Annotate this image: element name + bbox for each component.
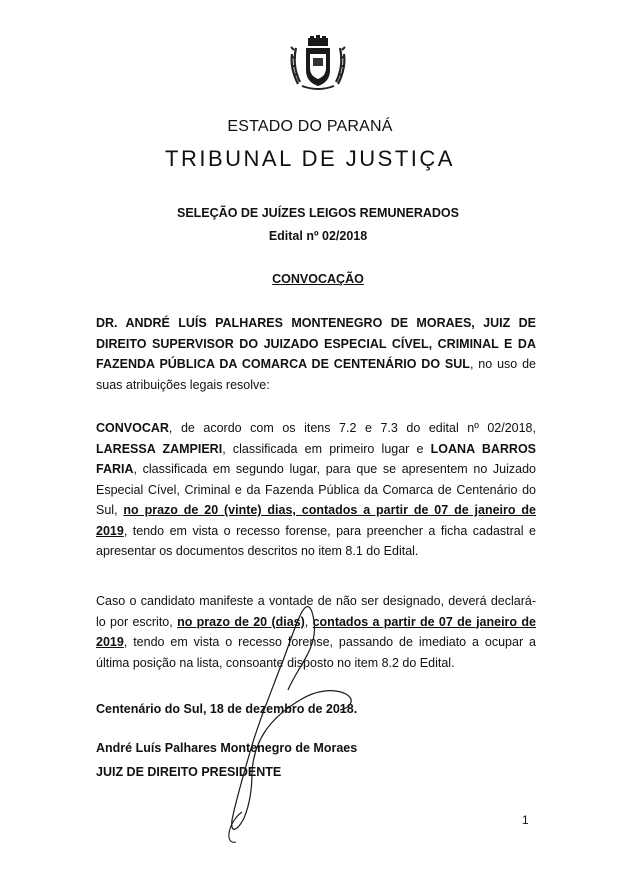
paragraph-text: , tendo em vista o recesso forense, passando de imediato a ocupar a última posição na lista, consoante disposto no item 8.2 do Edital. (96, 635, 536, 670)
candidate-name-1: LARESSA ZAMPIERI (96, 441, 223, 456)
selection-title: SELEÇÃO DE JUÍZES LEIGOS REMUNERADOS (177, 206, 459, 220)
signer-role: JUIZ DE DIREITO PRESIDENTE (96, 765, 282, 779)
deadline-text: no prazo de 20 (vinte) dias, contados a partir de 07 de janeiro de 2019 (96, 503, 536, 538)
paragraph-text: , classificada em segundo lugar, para que se apresentem no Juizado Especial Cível, Criminal e da Fazenda Pública da Comarca de Centenário do Sul, (96, 462, 536, 517)
paragraph-text: , tendo em vista o recesso forense, para preencher a ficha cadastral e apresentar os documentos descritos no item 8.1 do Edital. (96, 523, 536, 558)
paragraph-text: , (304, 614, 313, 629)
court-name: TRIBUNAL DE JUSTIÇA (165, 146, 455, 171)
edital-number: Edital nº 02/2018 (268, 229, 368, 243)
candidate-name-2: LOANA BARROS FARIA (96, 441, 537, 476)
convocar-keyword: CONVOCAR (96, 421, 169, 435)
paragraph-text: , de acordo com os itens 7.2 e 7.3 do edital nº 02/2018, (168, 421, 536, 435)
convocation-title: CONVOCAÇÃO (272, 272, 364, 286)
place-and-date: Centenário do Sul, 18 de dezembro de 2018. (96, 702, 358, 716)
paragraph-text: , no uso de suas atribuições legais resolve: (96, 357, 536, 392)
signer-name: André Luís Palhares Montenegro de Moraes (96, 741, 358, 755)
state-name: ESTADO DO PARANÁ (227, 118, 393, 135)
paragraph-text: Caso o candidato manifeste a vontade de não ser designado, deverá declará-lo por escrito, (96, 594, 536, 629)
paragraph-text: , classificada em primeiro lugar e (222, 441, 431, 456)
parana-coat-of-arms-icon (286, 34, 350, 94)
judge-title: DR. ANDRÉ LUÍS PALHARES MONTENEGRO DE MORAES, JUIZ DE DIREITO SUPERVISOR DO JUIZADO ESPECIAL CÍVEL, CRIMINAL E DA FAZENDA PÚBLICA DA COMARCA DE CENTENÁRIO DO SUL (96, 316, 536, 371)
paragraph-withdrawal (96, 591, 536, 673)
page-number: 1 (522, 813, 529, 827)
deadline-text: contados a partir de 07 de janeiro de 2019 (96, 614, 536, 649)
paragraph-judge-resolution (96, 313, 536, 395)
deadline-text: no prazo de 20 (dias) (177, 614, 305, 629)
paragraph-convocation (96, 418, 536, 562)
